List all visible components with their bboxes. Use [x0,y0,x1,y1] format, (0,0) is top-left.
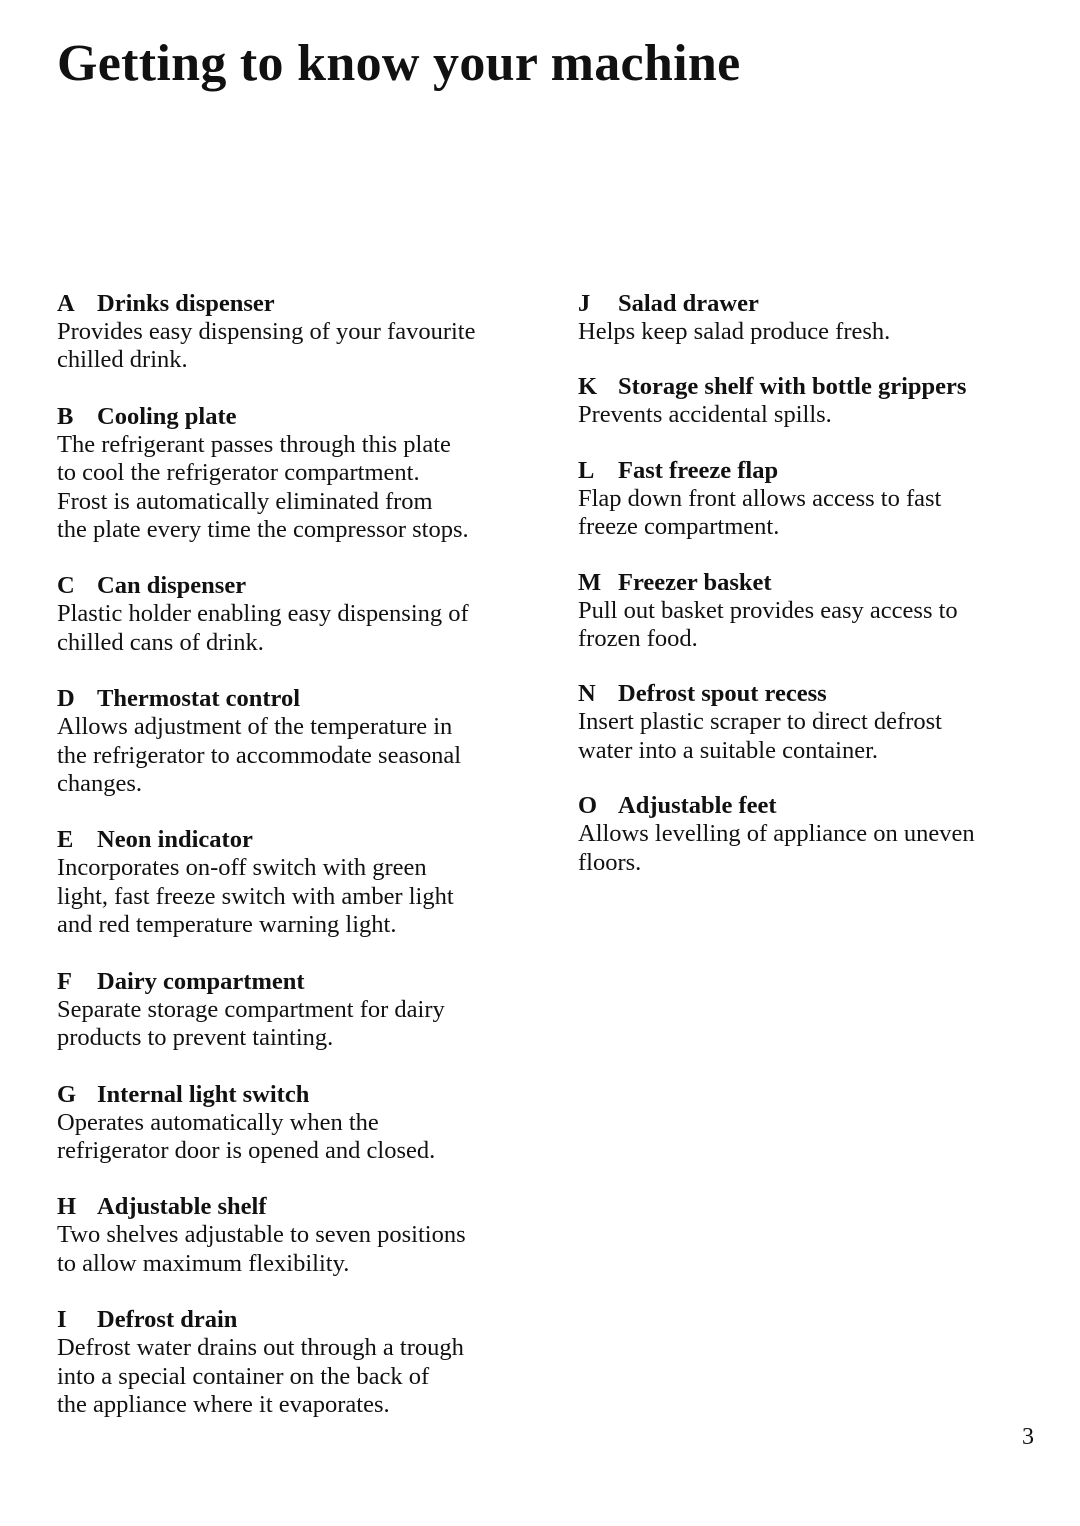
part-heading [57,968,527,996]
description-line: Separate storage compartment for dairy [57,995,445,1023]
part-heading [57,403,527,431]
part-heading [578,569,1028,597]
part-letter: G [57,1080,77,1108]
part-item [57,968,527,1053]
part-heading [578,792,1028,820]
description-line: Helps keep salad produce fresh. [578,318,891,345]
part-description [57,431,527,545]
description-line: into a special container on the back of [57,1362,430,1390]
part-letter: H [57,1193,77,1221]
description-line: the appliance where it evaporates. [57,1390,390,1418]
description-line: Frost is automatically eliminated from [57,487,433,515]
part-item [57,572,527,657]
part-description [57,1221,527,1278]
right-column [578,290,1028,877]
part-name: Salad drawer [618,290,759,317]
part-item [57,826,527,939]
part-description [57,996,527,1053]
part-heading [57,685,527,713]
part-description [578,820,1028,877]
part-description [57,600,527,657]
part-letter: F [57,967,72,995]
part-name: Cooling plate [97,402,237,430]
description-line: Prevents accidental spills. [578,401,832,429]
part-item [57,1081,527,1166]
part-name: Neon indicator [97,826,253,854]
part-name: Fast freeze flap [618,456,779,484]
description-line: freeze compartment. [578,513,780,541]
description-line: water into a suitable container. [578,736,879,764]
description-line: refrigerator door is opened and closed. [57,1136,436,1164]
part-letter: I [57,1306,67,1334]
part-description [57,318,527,375]
part-description [57,1109,527,1166]
part-name: Dairy compartment [97,967,305,995]
description-line: frozen food. [578,625,698,653]
part-heading [578,680,1028,708]
part-item [57,685,527,798]
part-heading [578,290,1028,318]
part-heading [57,1306,527,1334]
part-name: Drinks dispenser [97,290,275,317]
description-line: Defrost water drains out through a trough [57,1334,464,1362]
description-line: Pull out basket provides easy access to [578,596,958,624]
description-line: Two shelves adjustable to seven positions [57,1221,466,1249]
part-description [578,597,1028,654]
part-description [578,401,1028,429]
description-line: chilled drink. [57,346,188,374]
part-letter: J [578,290,591,317]
part-heading [578,373,1028,401]
description-line: Flap down front allows access to fast [578,484,942,512]
part-heading [57,1081,527,1109]
description-line: floors. [578,848,642,876]
part-item [578,792,1028,877]
part-letter: O [578,792,598,820]
part-name: Storage shelf with bottle grippers [618,373,967,401]
description-line: chilled cans of drink. [57,628,264,656]
left-column [57,290,527,1419]
part-description [57,854,527,939]
part-description [578,318,1028,346]
part-name: Internal light switch [97,1080,310,1108]
part-item [578,457,1028,542]
part-heading [57,290,527,318]
page-number: 3 [1022,1424,1034,1450]
description-line: the plate every time the compressor stops. [57,516,469,544]
part-name: Defrost drain [97,1306,238,1334]
description-line: The refrigerant passes through this plate [57,430,451,458]
part-name: Thermostat control [97,685,300,713]
description-line: Insert plastic scraper to direct defrost [578,708,942,736]
part-name: Can dispenser [97,572,247,600]
part-letter: M [578,568,602,596]
description-line: Plastic holder enabling easy dispensing of [57,600,469,628]
part-item [578,569,1028,654]
part-name: Defrost spout recess [618,680,827,708]
part-item [578,373,1028,429]
part-item [578,680,1028,765]
part-description [57,713,527,798]
part-letter: N [578,680,596,708]
part-heading [57,1193,527,1221]
description-line: to cool the refrigerator compartment. [57,459,420,487]
description-line: Allows levelling of appliance on uneven [578,820,975,848]
part-name: Adjustable feet [618,792,777,820]
part-item [57,403,527,545]
part-description [578,485,1028,542]
part-item [57,1306,527,1419]
description-line: to allow maximum flexibility. [57,1249,350,1277]
part-letter: C [57,572,75,600]
description-line: Incorporates on-off switch with green [57,854,427,882]
part-letter: K [578,373,598,401]
part-letter: B [57,402,74,430]
part-letter: L [578,456,595,484]
part-description [578,708,1028,765]
description-line: Provides easy dispensing of your favourite [57,318,476,345]
part-item [578,290,1028,346]
part-letter: D [57,685,75,713]
part-item [57,290,527,375]
page-title: Getting to know your machine [57,35,741,92]
part-heading [57,572,527,600]
description-line: changes. [57,770,143,798]
part-name: Adjustable shelf [97,1193,267,1221]
part-letter: A [57,290,75,317]
description-line: Allows adjustment of the temperature in [57,713,453,741]
part-letter: E [57,826,74,854]
part-heading [578,457,1028,485]
part-name: Freezer basket [618,568,772,596]
description-line: light, fast freeze switch with amber light [57,882,454,910]
part-description [57,1334,527,1419]
description-line: Operates automatically when the [57,1108,379,1136]
description-line: products to prevent tainting. [57,1024,334,1052]
part-heading [57,826,527,854]
description-line: the refrigerator to accommodate seasonal [57,741,462,769]
description-line: and red temperature warning light. [57,911,397,939]
part-item [57,1193,527,1278]
